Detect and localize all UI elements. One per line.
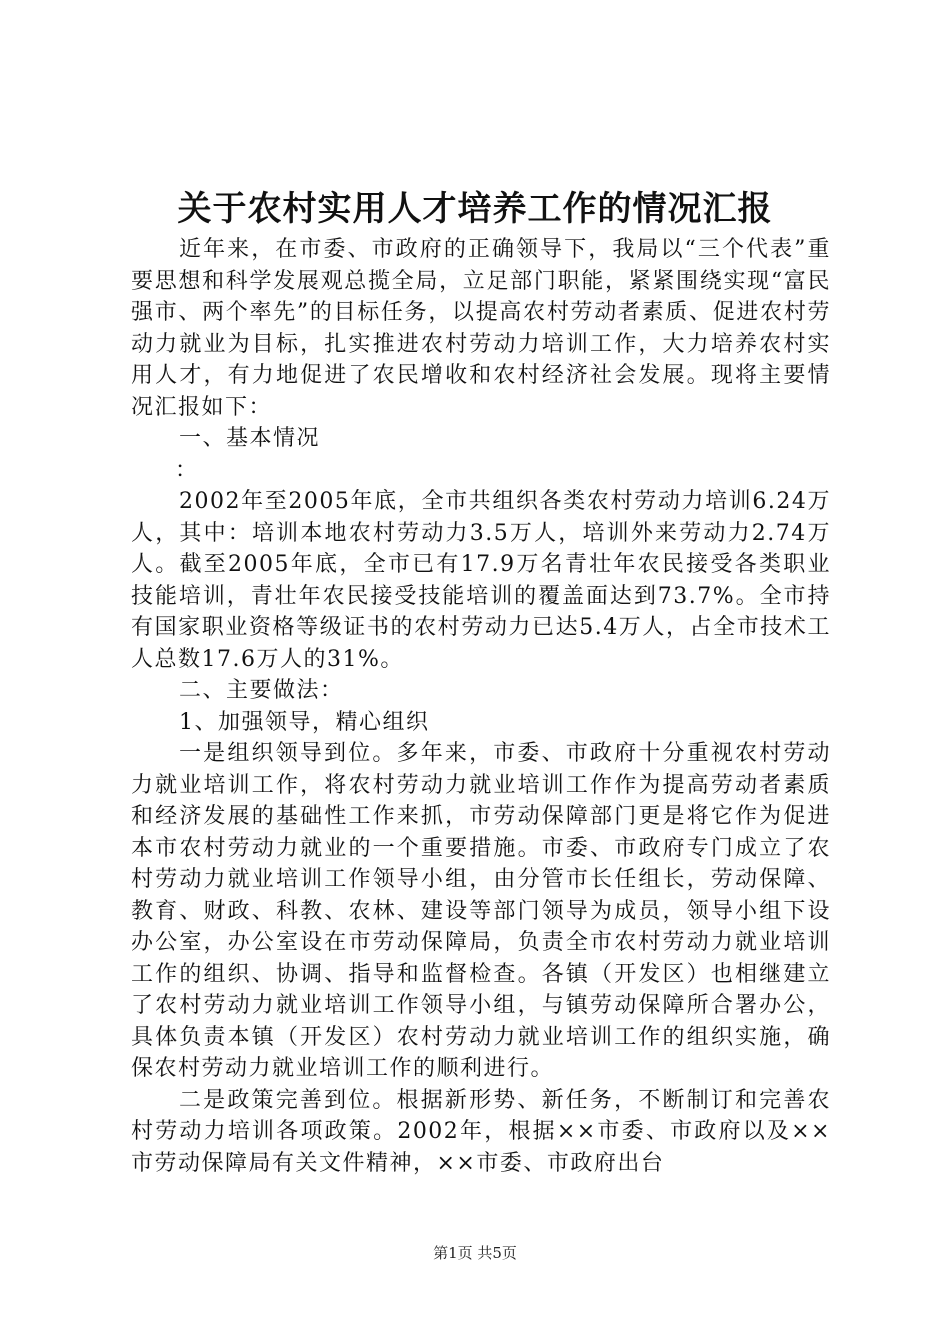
- subsection-heading-leadership: 1、加强领导，精心组织: [179, 709, 430, 735]
- page-number-footer: 第1页 共5页: [433, 1244, 517, 1262]
- leadership-paragraph: 一是组织领导到位。多年来，市委、市政府十分重视农村劳动力就业培训工作，将农村劳动力就业培训工作作为提高劳动者素质和经济发展的基础性工作来抓，市劳动保障部门更是将它作为促进本市农村劳动力就业的一个重要措施。市委、市政府专门成立了农村劳动力就业培训工作领导小组，由分管市长任组长，劳动保障、教育、财政、科教、农林、建设等部门领导为成员，领导小组下设办公室，办公室设在市劳动保障局，负责全市农村劳动力就业培训工作的组织、协调、指导和监督检查。各镇（开发区）也相继建立了农村劳动力就业培训工作领导小组，与镇劳动保障所合署办公，具体负责本镇（开发区）农村劳动力就业培训工作的组织实施，确保农村劳动力就业培训工作的顺利进行。: [131, 741, 831, 1081]
- intro-paragraph: 近年来，在市委、市政府的正确领导下，我局以“三个代表”重要思想和科学发展观总揽全局，立足部门职能，紧紧围绕实现“富民强市、两个率先”的目标任务，以提高农村劳动者素质、促进农村劳动力就业为目标，扎实推进农村劳动力培训工作，大力培养农村实用人才，有力地促进了农民增收和农村经济社会发展。现将主要情况汇报如下：: [131, 237, 831, 420]
- policy-paragraph: 二是政策完善到位。根据新形势、新任务，不断制订和完善农村劳动力培训各项政策。2002年，根据××市委、市政府以及××市劳动保障局有关文件精神，××市委、市政府出台: [131, 1087, 831, 1176]
- document-title: 关于农村实用人才培养工作的情况汇报: [177, 189, 773, 229]
- stray-colon: ：: [175, 457, 199, 483]
- section-heading-methods: 二、主要做法：: [179, 678, 344, 703]
- section-heading-basic: 一、基本情况: [179, 426, 321, 451]
- document-body: [131, 234, 831, 1179]
- basic-situation-paragraph: 2002年至2005年底，全市共组织各类农村劳动力培训6.24万人，其中：培训本地农村劳动力3.5万人，培训外来劳动力2.74万人。截至2005年底，全市已有17.9万名青壮年农民接受各类职业技能培训，青壮年农民接受技能培训的覆盖面达到73.7%。全市持有国家职业资格等级证书的农村劳动力已达5.4万人，占全市技术工人总数17.6万人的31%。: [131, 489, 831, 672]
